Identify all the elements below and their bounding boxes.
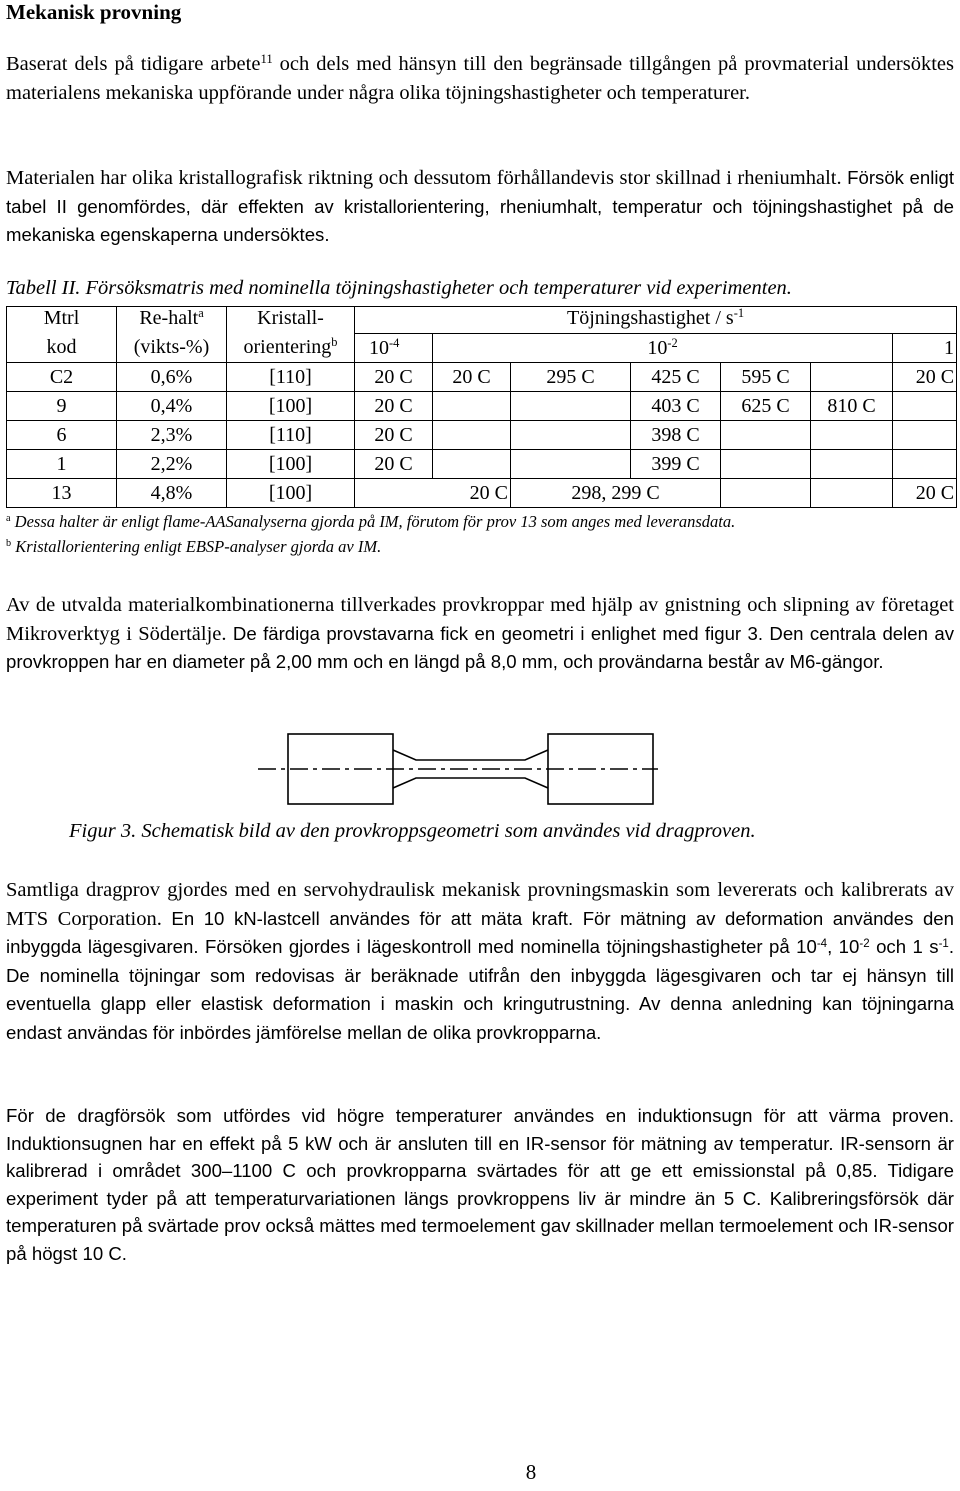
cell-temp: 20 C bbox=[355, 363, 433, 392]
cell-temp bbox=[721, 450, 811, 479]
cell-orient: [100] bbox=[227, 392, 355, 421]
header-mtrl: Mtrl bbox=[7, 307, 117, 334]
table-row bbox=[7, 450, 957, 479]
cell-re: 2,3% bbox=[117, 421, 227, 450]
cell-re: 2,2% bbox=[117, 450, 227, 479]
cell-orient: [110] bbox=[227, 421, 355, 450]
table-row bbox=[7, 392, 957, 421]
cell-temp: 625 C bbox=[721, 392, 811, 421]
testing-text-b: , 10 bbox=[827, 936, 860, 957]
table-header-row-1 bbox=[7, 307, 957, 334]
header-orientering bbox=[227, 334, 355, 363]
page-number: 8 bbox=[525, 1460, 537, 1484]
rate-exp-3: -1 bbox=[938, 937, 949, 950]
footnote-a bbox=[6, 512, 735, 532]
intro-text-2: och dels med hänsyn till den begränsade tillgången på provmaterial undersöktes materialens mekaniska uppförande under några olika töjningshastigheter och temperaturer. bbox=[6, 53, 954, 104]
cell-temp bbox=[433, 421, 511, 450]
cell-kod: 1 bbox=[7, 450, 117, 479]
cell-temp bbox=[893, 392, 957, 421]
cell-temp bbox=[511, 392, 631, 421]
table-row bbox=[7, 363, 957, 392]
table-header-row-2 bbox=[7, 334, 957, 363]
header-rate-3: 1 bbox=[893, 334, 957, 363]
cell-temp bbox=[811, 363, 893, 392]
header-rate-2 bbox=[433, 334, 893, 363]
cell-orient: [100] bbox=[227, 450, 355, 479]
header-kristall: Kristall- bbox=[227, 307, 355, 334]
footnote-a-mark: a bbox=[6, 513, 11, 525]
section-heading: Mekanisk provning bbox=[6, 0, 182, 24]
header-re bbox=[117, 307, 227, 334]
header-rate bbox=[355, 307, 957, 334]
cell-kod: C2 bbox=[7, 363, 117, 392]
rate-1-exp: -4 bbox=[389, 335, 400, 350]
header-vikts: (vikts-%) bbox=[117, 334, 227, 363]
header-rate-label: Töjningshastighet / s bbox=[567, 307, 734, 329]
rate-2-base: 10 bbox=[647, 336, 668, 359]
cell-re: 4,8% bbox=[117, 479, 227, 508]
cell-temp bbox=[433, 450, 511, 479]
specimen-paragraph bbox=[6, 591, 954, 677]
header-rate-unit-exp: -1 bbox=[733, 306, 745, 321]
specimen-text-serif: Av de utvalda materialkombinationerna tillverkades provkroppar med hjälp av gnistning och slipning av företaget Mikroverktyg i Södertälje. bbox=[6, 594, 954, 645]
cell-temp: 20 C bbox=[355, 479, 511, 508]
cell-temp: 20 C bbox=[355, 392, 433, 421]
cell-temp: 399 C bbox=[631, 450, 721, 479]
header-orientering-label: orientering bbox=[243, 336, 332, 359]
header-re-label: Re-halt bbox=[139, 307, 199, 329]
cell-temp: 20 C bbox=[355, 450, 433, 479]
temperature-paragraph: För de dragförsök som utfördes vid högre temperaturer användes en induktionsugn för att värma proven. Induktionsugnen har en effekt på 5 kW och är ansluten till en IR-sensor för mätning av temperatur. IR-sensorn är kalibrerad i området 300–1100 C och provkropparna svärtades för att ge ett emissionstal på 0,85. Tidigare experiment tyder på att temperaturvariationen längs provkroppens liv är mindre än 5 C. Kalibreringsförsök där temperaturen på svärtade prov också mättes med termoelement gav skillnader mellan termoelement och IR-sensor på högst 10 C. bbox=[6, 1105, 954, 1264]
cell-kod: 6 bbox=[7, 421, 117, 450]
cell-temp bbox=[433, 392, 511, 421]
cell-temp: 20 C bbox=[893, 479, 957, 508]
rate-1-base: 10 bbox=[369, 336, 389, 359]
testing-paragraph bbox=[6, 876, 954, 1047]
specimen-geometry-figure bbox=[6, 732, 956, 822]
cell-temp: 298, 299 C bbox=[511, 479, 721, 508]
testing-text-c: och 1 s bbox=[869, 936, 939, 957]
cell-temp bbox=[721, 479, 811, 508]
testing-text-serif: Samtliga dragprov gjordes med en servohydraulisk mekanisk provningsmaskin som levererats och kalibrerats av MTS Corporation. bbox=[6, 879, 954, 930]
footnote-b-text: Kristallorientering enligt EBSP-analyser gjorda av IM. bbox=[15, 537, 382, 556]
table-row bbox=[7, 479, 957, 508]
cell-temp bbox=[811, 450, 893, 479]
header-kod: kod bbox=[7, 334, 117, 363]
header-re-footnote-mark: a bbox=[198, 306, 204, 321]
cell-kod: 13 bbox=[7, 479, 117, 508]
cell-re: 0,6% bbox=[117, 363, 227, 392]
cell-temp bbox=[893, 450, 957, 479]
header-rate-1 bbox=[355, 334, 433, 363]
cell-temp: 398 C bbox=[631, 421, 721, 450]
footnote-b-mark: b bbox=[6, 538, 12, 550]
cell-temp: 403 C bbox=[631, 392, 721, 421]
cell-temp bbox=[511, 450, 631, 479]
materials-text-sans: Försök enligt tabel II genomfördes, där effekten av kristallorientering, rheniumhalt, temperatur och töjningshastighet på de mekaniska egenskaperna undersöktes. bbox=[6, 167, 954, 245]
cell-temp bbox=[811, 479, 893, 508]
cell-temp: 425 C bbox=[631, 363, 721, 392]
cell-temp: 20 C bbox=[433, 363, 511, 392]
cell-temp: 20 C bbox=[893, 363, 957, 392]
intro-text-1: Baserat dels på tidigare arbete bbox=[6, 53, 261, 75]
intro-paragraph bbox=[6, 50, 954, 107]
footnote-b bbox=[6, 537, 381, 557]
cell-temp: 810 C bbox=[811, 392, 893, 421]
cell-temp bbox=[811, 421, 893, 450]
cell-kod: 9 bbox=[7, 392, 117, 421]
materials-text-serif: Materialen har olika kristallografisk riktning och dessutom förhållandevis stor skillnad i rheniumhalt. bbox=[6, 167, 842, 189]
cell-temp: 295 C bbox=[511, 363, 631, 392]
testing-text-a: En 10 kN-lastcell användes för att mäta kraft. För mätning av deformation användes den inbyggda lägesgivaren. Försöken gjordes i lägeskontroll med nominella töjningshastigheter på 10 bbox=[6, 907, 954, 957]
table-caption: Tabell II. Försöksmatris med nominella töjningshastigheter och temperaturer vid experimenten. bbox=[6, 277, 792, 299]
cell-temp: 20 C bbox=[355, 421, 433, 450]
cell-temp bbox=[511, 421, 631, 450]
cell-temp bbox=[721, 421, 811, 450]
header-orientering-footnote-mark: b bbox=[331, 335, 338, 350]
cell-temp: 595 C bbox=[721, 363, 811, 392]
rate-exp-2: -2 bbox=[859, 937, 870, 950]
table-row bbox=[7, 421, 957, 450]
cell-orient: [110] bbox=[227, 363, 355, 392]
specimen-text-sans: De färdiga provstavarna fick en geometri i enlighet med figur 3. Den centrala delen av provkroppen har en diameter på 2,00 mm och en längd på 8,0 mm, och provändarna består av M6-gängor. bbox=[6, 622, 954, 672]
materials-paragraph bbox=[6, 164, 954, 250]
cell-re: 0,4% bbox=[117, 392, 227, 421]
rate-exp-1: -4 bbox=[816, 937, 828, 950]
cell-orient: [100] bbox=[227, 479, 355, 508]
test-matrix-table bbox=[6, 306, 957, 508]
figure-caption: Figur 3. Schematisk bild av den provkroppsgeometri som användes vid dragproven. bbox=[69, 820, 756, 842]
testing-text-d: . De nominella töjningar som redovisas är beräknade utifrån den inbyggda lägesgivaren och tar ej hänsyn till eventuella glapp eller elastisk deformation i maskin och kringutrustning. Av denna anledning kan töjningarna endast användas för inbördes jämförelse mellan de olika provkropparna. bbox=[6, 936, 955, 1043]
reference-number: 11 bbox=[260, 52, 273, 67]
rate-2-exp: -2 bbox=[667, 335, 678, 350]
cell-temp bbox=[893, 421, 957, 450]
footnote-a-text: Dessa halter är enligt flame-AASanalyserna gjorda på IM, förutom för prov 13 som anges med leveransdata. bbox=[14, 512, 736, 531]
